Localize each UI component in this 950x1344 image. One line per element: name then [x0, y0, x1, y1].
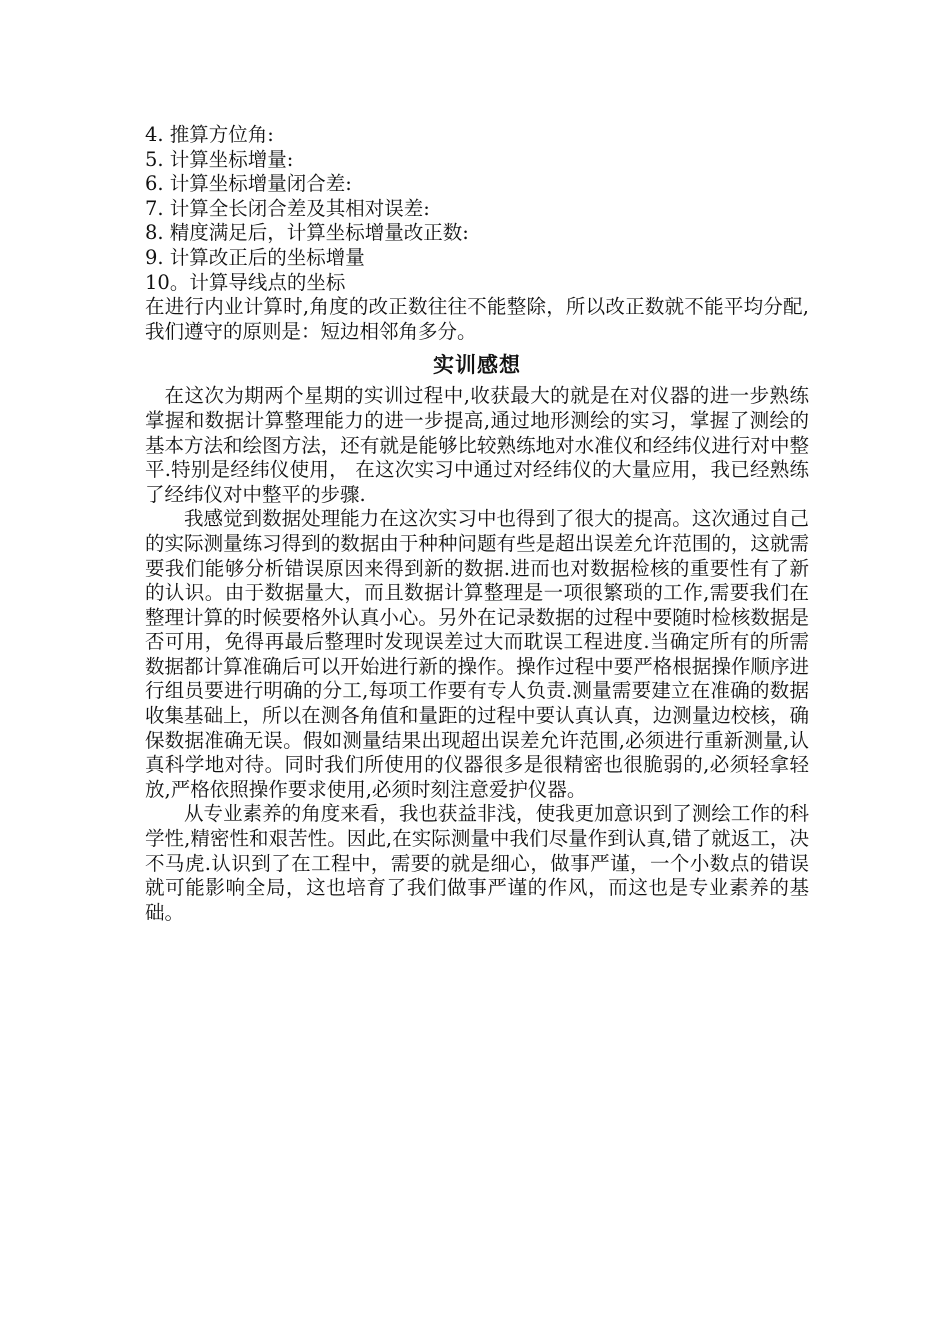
step-item: 7. 计算全长闭合差及其相对误差:: [145, 196, 430, 220]
step-item: 8. 精度满足后，计算坐标增量改正数:: [145, 221, 469, 245]
reflection-paragraph: 在这次为期两个星期的实训过程中,收获最大的就是在对仪器的进一步熟练掌握和数据计算整理能力的进一步提高,通过地形测绘的实习，掌握了测绘的基本方法和绘图方法，还有就是能够比较熟练地对水准仪和经纬仪进行对中整平.特别是经纬仪使用， 在这次实习中通过对经纬仪的大量应用，我已经熟练了经纬仪对中整平的步骤.: [145, 384, 809, 506]
document-body: [145, 123, 809, 925]
step-item: 9. 计算改正后的坐标增量: [145, 245, 365, 269]
calculation-steps-list: [145, 123, 809, 295]
reflection-paragraph: 我感觉到数据处理能力在这次实习中也得到了很大的提高。这次通过自己的实际测量练习得到的数据由于种种问题有些是超出误差允许范围的，这就需要我们能够分析错误原因来得到新的数据.进而也对数据检核的重要性有了新的认识。由于数据量大，而且数据计算整理是一项很繁琐的工作,需要我们在整理计算的时候要格外认真小心。另外在记录数据的过程中要随时检核数据是否可用，免得再最后整理时发现误差过大而耽误工程进度.当确定所有的所需数据都计算准确后可以开始进行新的操作。操作过程中要严格根据操作顺序进行组员要进行明确的分工,每项工作要有专人负责.测量需要建立在准确的数据收集基础上，所以在测各角值和量距的过程中要认真认真，边测量边校核，确保数据准确无误。假如测量结果出现超出误差允许范围,必须进行重新测量,认真科学地对待。同时我们所使用的仪器很多是很精密也很脆弱的,必须轻拿轻放,严格依照操作要求使用,必须时刻注意爱护仪器。: [145, 507, 809, 801]
step-item: 5. 计算坐标增量:: [145, 147, 294, 171]
step-item: 6. 计算坐标增量闭合差:: [145, 172, 352, 196]
reflection-paragraph: 从专业素养的角度来看，我也获益非浅，使我更加意识到了测绘工作的科学性,精密性和艰苦性。因此,在实际测量中我们尽量作到认真,错了就返工，决不马虎.认识到了在工程中，需要的就是细心，做事严谨，一个小数点的错误就可能影响全局，这也培育了我们做事严谨的作风，而这也是专业素养的基础。: [145, 802, 809, 924]
section-title: 实训感想: [433, 352, 521, 378]
adjustment-principle-text: 在进行内业计算时,角度的改正数往往不能整除，所以改正数就不能平均分配,我们遵守的原则是：短边相邻角多分。: [145, 295, 809, 343]
step-item: 4. 推算方位角:: [145, 123, 274, 146]
step-item: 10。计算导线点的坐标: [145, 270, 346, 294]
